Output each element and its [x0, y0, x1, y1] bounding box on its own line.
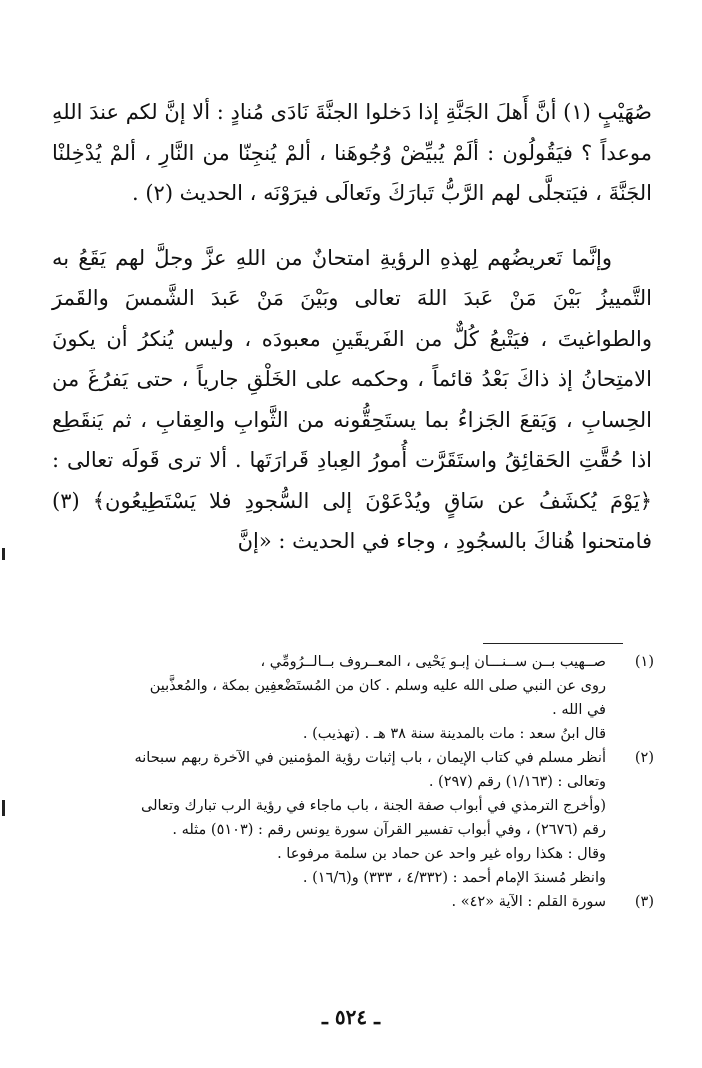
footnote-number: (١) — [634, 654, 654, 670]
scan-edge-mark — [2, 800, 5, 816]
footnote-body — [44, 746, 606, 890]
footnote-line: روى عن النبي صلى الله عليه وسلم . كان من المُستَضْعفِين بمكة ، والمُعذَّبين — [149, 678, 606, 694]
footnote-line: (وأخرج الترمذي في أبواب صفة الجنة ، باب ماجاء في رؤية الرب تبارك وتعالى — [141, 798, 606, 814]
scan-edge-mark — [2, 548, 5, 560]
footnote-body — [44, 890, 606, 914]
page-number: ـ ٥٢٤ ـ — [322, 1005, 380, 1029]
footnote-body — [44, 650, 606, 746]
footnote — [44, 650, 654, 746]
footnote — [44, 746, 654, 890]
footnote-line: رقم (٢٦٧٦) ، وفي أبواب تفسير القرآن سورة يونس رقم : (٥١٠٣) مثله . — [172, 822, 606, 838]
footnote-line: وقال : هكذا رواه غير واحد عن حماد بن سلمة مرفوعا . — [277, 846, 606, 862]
footnote-line: وتعالى : (١/١٦٣) رقم (٢٩٧) . — [428, 774, 606, 790]
footnote-separator — [483, 643, 623, 644]
main-text — [52, 92, 652, 562]
footnotes — [44, 650, 654, 914]
footnote-line: قال ابنُ سعد : مات بالمدينة سنة ٣٨ هـ . (تهذيب) . — [302, 726, 606, 742]
footnote-line: سورة القلم : الآية «٤٢» . — [451, 894, 606, 910]
footnote-number: (٣) — [634, 894, 654, 910]
footnote-line: وانظر مُسندَ الإمام أحمد : (٤/٣٣٢ ، ٣٣٣) و(١٦/٦) . — [302, 870, 606, 886]
footnote-number: (٢) — [634, 750, 654, 766]
footnote-line: في الله . — [552, 702, 606, 718]
paragraph-2: وإنَّما تَعريضُهم لِهذهِ الرؤيةِ امتحانٌ من اللهِ عزَّ وجلَّ لهم يَقَعُ به التَّمييزُ بَيْنَ مَنْ عَبدَ اللهَ تعالى وبَيْنَ مَنْ عَبدَ الشَّمسَ والقَمرَ والطواغيتَ ، فيَتْبعُ كُلٌّ من الفَريقَينِ معبودَه ، وليس يُنكرُ أن يكونَ الامتِحانُ إذ ذاكَ بَعْدُ قائماً ، وحكمه على الخَلْقِ جارياً ، حتى يَفرُغَ من الحِسابِ ، وَيَقعَ الجَزاءُ بما يستَحِقُّونه من الثَّوابِ والعِقابِ ، ثم يَنقَطِع اذا حُقَّتِ الحَقائِقُ واستَقَرَّت أُمورُ العِبادِ قَرارَتَها . ألا ترى قَولَه تعالى : ﴿يَوْمَ يُكشَفُ عن سَاقٍ ويُدْعَوْنَ إلى السُّجودِ فلا يَسْتَطِيعُون﴾ (٣) فامتحنوا هُناكَ بالسجُودِ ، وجاء في الحديث : «إنَّ — [52, 245, 652, 553]
paragraph-1: صُهَيْبٍ (١) أنَّ أَهلَ الجَنَّةِ إذا دَخلوا الجنَّةَ نَادَى مُنادٍ : ألا إنَّ لكم عندَ اللهِ موعداً ؟ فيَقُولُون : ألَمْ يُبيِّضْ وُجُوهَنا ، ألمْ يُنجِنّا من النَّارِ ، ألمْ يُدْخِلنْا الجَنَّةَ ، فيَتجلَّى لهم الرَّبُّ تَبارَكَ وتَعالَى فيرَوْنَه ، الحديث (٢) . — [52, 100, 652, 205]
footnote — [44, 890, 654, 914]
footnote-line: صــهيب بــن ســنـــان إبـو يَحْيى ، المعــروف بــالــرُومِّي ، — [260, 654, 606, 670]
footnote-line: أنظر مسلم في كتاب الإيمان ، باب إثبات رؤية المؤمنين في الآخرة ربهم سبحانه — [134, 750, 606, 766]
